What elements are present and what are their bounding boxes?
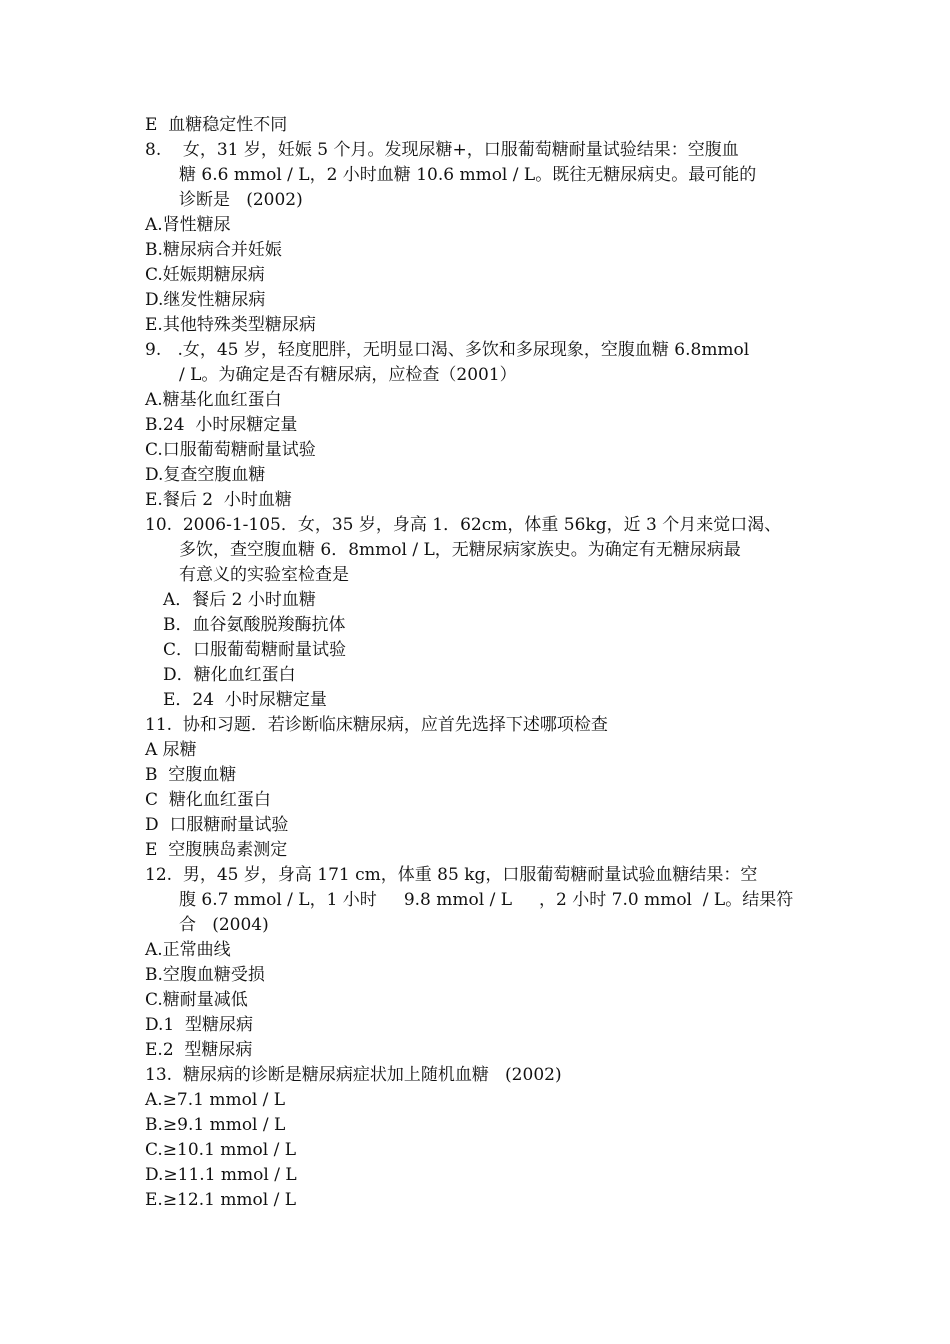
q9-option-e: E.餐后 2 小时血糖 [145,490,292,510]
question-number: 12. [145,865,183,885]
question-10 [145,513,810,538]
q11-option-b: B 空腹血糖 [145,765,237,785]
q10-option-a: A．餐后 2 小时血糖 [163,590,316,610]
question-9 [145,338,810,363]
question-stem-line: 男，45 岁，身高 171 cm，体重 85 kg，口服葡萄糖耐量试验血糖结果：空 [182,865,758,885]
question-stem [183,513,810,538]
q10-option-e: E．24 小时尿糖定量 [163,690,327,710]
question-stem-line: 女，31 岁，妊娠 5 个月。发现尿糖+，口服葡萄糖耐量试验结果：空腹血 [182,140,739,160]
q10-option-d: D．糖化血红蛋白 [163,665,296,685]
q12-option-e: E.2 型糖尿病 [145,1040,253,1060]
question-stem-line: 2006-1-105．女，35 岁，身高 1．62cm，体重 56kg，近 3 个月来觉口渴、 [182,515,782,535]
question-stem-line: 多饮，查空腹血糖 6．8mmol / L，无糖尿病家族史。为确定有无糖尿病最 [179,540,741,560]
q13-option-c: C.≥10.1 mmol / L [145,1140,297,1160]
q12-option-c: C.糖耐量减低 [145,990,248,1010]
question-stem [183,138,810,163]
q8-option-d: D.继发性糖尿病 [145,290,266,310]
q12-option-a: A.正常曲线 [145,940,231,960]
question-stem-line: .女，45 岁，轻度肥胖，无明显口渴、多饮和多尿现象，空腹血糖 6.8mmol [177,340,750,360]
q12-option-d: D.1 型糖尿病 [145,1015,254,1035]
question-stem-line: 合 (2004) [179,915,269,935]
q11-option-d: D 口服糖耐量试验 [145,815,289,835]
q9-option-a: A.糖基化血红蛋白 [145,390,282,410]
question-stem [183,863,810,888]
q12-option-b: B.空腹血糖受损 [145,965,265,985]
question-stem [177,338,810,363]
question-11: 11. 协和习题．若诊断临床糖尿病，应首先选择下述哪项检查 [145,715,608,735]
q11-option-a: A 尿糖 [145,740,197,760]
q8-option-c: C.妊娠期糖尿病 [145,265,265,285]
q11-option-c: C 糖化血红蛋白 [145,790,271,810]
q13-option-a: A.≥7.1 mmol / L [145,1090,286,1110]
document-content [145,113,810,1213]
q9-option-b: B.24 小时尿糖定量 [145,415,298,435]
question-12 [145,863,810,888]
q13-option-e: E.≥12.1 mmol / L [145,1190,297,1210]
q9-option-c: C.口服葡萄糖耐量试验 [145,440,316,460]
question-stem-line: 诊断是 (2002) [179,190,303,210]
question-stem-line: 有意义的实验室检查是 [179,565,349,585]
question-13: 13. 糖尿病的诊断是糖尿病症状加上随机血糖 (2002) [145,1065,562,1085]
question-number: 8. [145,140,183,160]
q7-option-e: E 血糖稳定性不同 [145,115,288,135]
q9-option-d: D.复查空腹血糖 [145,465,266,485]
q13-option-b: B.≥9.1 mmol / L [145,1115,286,1135]
question-stem-line: 糖 6.6 mmol / L，2 小时血糖 10.6 mmol / L。既往无糖尿病史。最可能的 [179,165,757,185]
question-8 [145,138,810,163]
q8-option-a: A.肾性糖尿 [145,215,231,235]
q8-option-b: B.糖尿病合并妊娠 [145,240,282,260]
question-number: 9. [145,340,178,360]
q8-option-e: E.其他特殊类型糖尿病 [145,315,316,335]
question-stem-line: / L。为确定是否有糖尿病，应检查（2001） [179,365,517,385]
q11-option-e: E 空腹胰岛素测定 [145,840,288,860]
q10-option-c: C．口服葡萄糖耐量试验 [163,640,347,660]
q13-option-d: D.≥11.1 mmol / L [145,1165,297,1185]
q10-option-b: B．血谷氨酸脱羧酶抗体 [163,615,346,635]
question-stem-line: 腹 6.7 mmol / L，1 小时 9.8 mmol / L ，2 小时 7.0 mmol / L。结果符 [179,890,794,910]
question-number: 10. [145,515,183,535]
